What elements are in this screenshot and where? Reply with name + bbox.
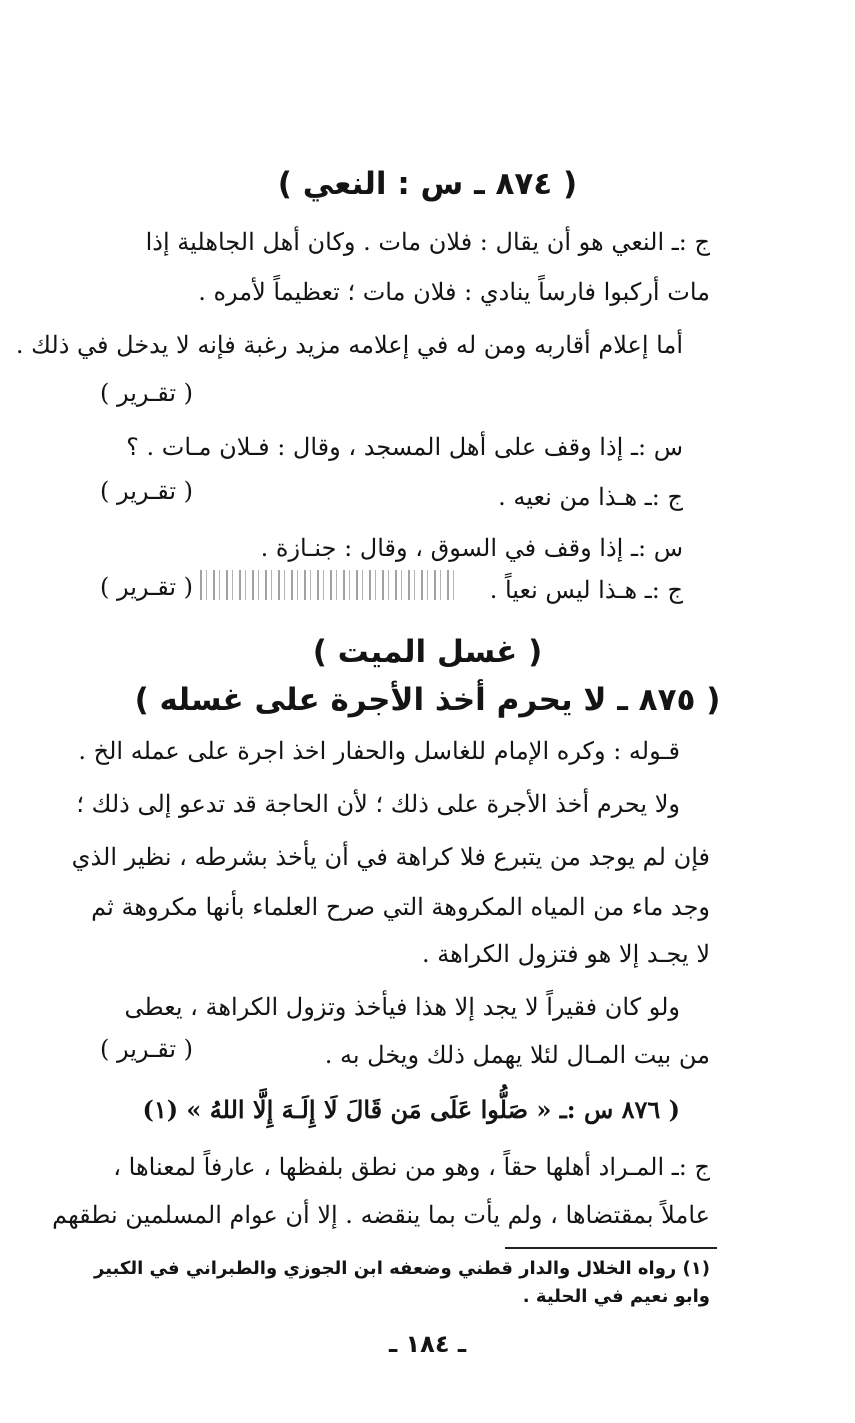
section-874-title: ( ٨٧٤ ـ س : النعي )	[277, 166, 578, 202]
section-heading: ( غسل الميت )	[312, 634, 543, 670]
citation-note: ( تقـرير )	[100, 379, 193, 407]
body-line: وجد ماء من المياه المكروهة التي صرح العلماء بأنها مكروهة ثم	[91, 893, 710, 921]
body-line: فإن لم يوجد من يتبرع فلا كراهة في أن يأخذ بشرطه ، نظير الذي	[71, 843, 710, 871]
footnote-line: (١) رواه الخلال والدار قطني وضعفه ابن الجوزي والطبراني في الكبير	[94, 1258, 710, 1279]
body-line: ولا يحرم أخذ الأجرة على ذلك ؛ لأن الحاجة قد تدعو إلى ذلك ؛	[76, 790, 680, 818]
section-876-title: ( ٨٧٦ س :ـ « صَلُّوا عَلَى مَن قَالَ لَا إِلَـهَ إِلَّا اللهُ » (١)	[142, 1095, 680, 1124]
body-line: من بيت المـال لئلا يهمل ذلك ويخل به .	[324, 1041, 710, 1069]
citation-note: ( تقـرير )	[100, 477, 193, 505]
question-line: س :ـ إذا وقف على أهل المسجد ، وقال : فـلان مـات . ؟	[126, 433, 683, 461]
body-line: ولو كان فقيراً لا يجد إلا هذا فيأخذ وتزول الكراهة ، يعطى	[124, 993, 680, 1021]
answer-line: ج :ـ هـذا من نعيه .	[498, 483, 683, 511]
citation-note: ( تقـرير )	[100, 1035, 193, 1063]
body-line: عاملاً بمقتضاها ، ولم يأت بما ينقضه . إلا أن عوام المسلمين نطقهم	[52, 1201, 710, 1229]
body-line: أما إعلام أقاربه ومن له في إعلامه مزيد رغبة فإنه لا يدخل في ذلك .	[15, 331, 683, 359]
citation-note: ( تقـرير )	[100, 573, 193, 601]
question-line: س :ـ إذا وقف في السوق ، وقال : جنـازة .	[260, 534, 683, 562]
body-line: قـوله : وكره الإمام للغاسل والحفار اخذ اجرة على عمله الخ .	[78, 737, 680, 765]
section-875-title: ( ٨٧٥ ـ لا يحرم أخذ الأجرة على غسله )	[134, 682, 721, 718]
body-line: مات أركبوا فارساً ينادي : فلان مات ؛ تعظيماً لأمره .	[198, 278, 710, 306]
body-line: ج :ـ النعي هو أن يقال : فلان مات . وكان أهل الجاهلية إذا	[145, 228, 710, 256]
scan-artifact	[200, 570, 460, 600]
answer-line: ج :ـ المـراد أهلها حقاً ، وهو من نطق بلفظها ، عارفاً لمعناها ،	[113, 1153, 710, 1181]
answer-line: ج :ـ هـذا ليس نعياً .	[489, 576, 683, 604]
footnote-divider	[505, 1247, 717, 1249]
footnote-line: وابو نعيم في الحلية .	[522, 1286, 710, 1307]
body-line: لا يجـد إلا هو فتزول الكراهة .	[422, 940, 710, 968]
page-number: ـ ١٨٤ ـ	[388, 1330, 467, 1358]
